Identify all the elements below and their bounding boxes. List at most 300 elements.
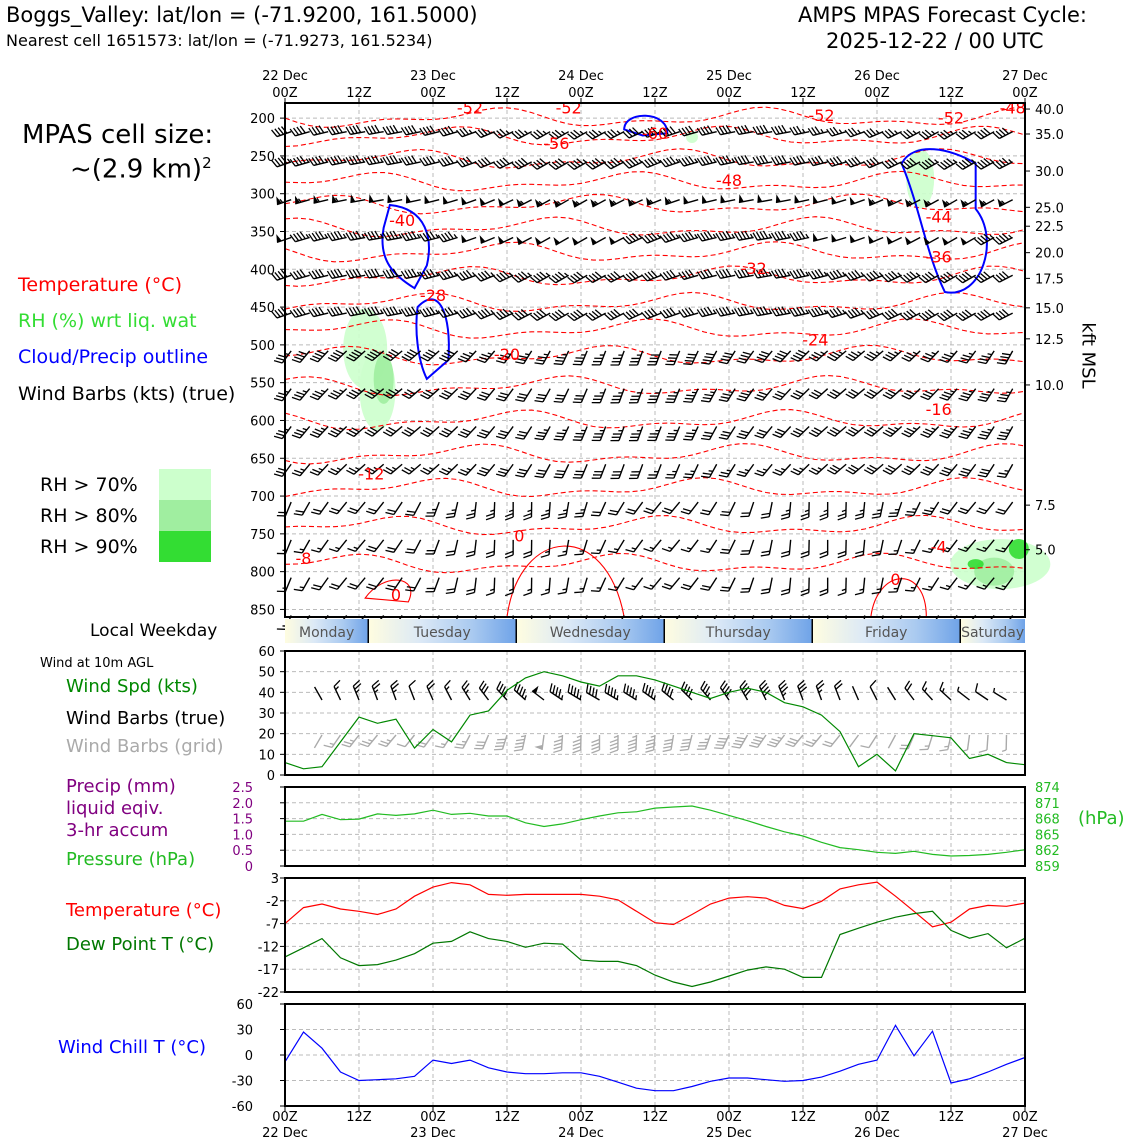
barb-staff: [769, 578, 772, 593]
barb-staff: [909, 464, 920, 474]
temperature-contour-label: -48: [715, 171, 743, 191]
barb-full: [454, 744, 462, 750]
barb-full: [761, 553, 769, 558]
wind-barb: [366, 535, 383, 554]
wind-barb: [309, 230, 328, 242]
wind-barb: [720, 574, 735, 594]
wind-barb: [629, 462, 643, 482]
wind-barb: [997, 423, 1013, 443]
barb-staff: [409, 686, 414, 700]
wind-barb: [573, 735, 581, 753]
barb-staff: [780, 389, 790, 400]
wind-barb: [888, 687, 896, 700]
wind-barb: [311, 573, 328, 592]
x-tick-label-bottom-hour: 00Z: [1012, 1110, 1038, 1125]
barb-half: [992, 688, 995, 692]
wind-barb: [457, 124, 477, 138]
wind-barb: [644, 497, 662, 516]
wind-barb: [683, 423, 698, 443]
barb-full: [573, 475, 582, 481]
x-tick-label-bottom-day: 27 Dec: [1002, 1126, 1048, 1140]
barb-staff: [670, 540, 680, 552]
barb-staff: [670, 578, 680, 590]
barb-full: [820, 555, 828, 558]
barb-full: [591, 512, 600, 518]
pressure-panel-frame: [285, 787, 1025, 866]
barb-staff: [863, 578, 864, 593]
barb-flag: [459, 196, 466, 205]
wind-barb: [772, 124, 791, 135]
wind-barb: [978, 384, 994, 403]
barb-full: [855, 551, 863, 555]
barb-staff: [914, 540, 921, 553]
y-tick-label-pressure: 874: [1035, 781, 1060, 796]
wind-barb: [512, 155, 532, 170]
hpa-label: (hPa): [1078, 808, 1125, 829]
y-tick-label-precip: 2.0: [232, 796, 253, 812]
wind-barb: [864, 345, 883, 363]
y-tick-label-hpa: 500: [250, 338, 275, 354]
wind-barb: [512, 125, 532, 140]
wind-barb: [853, 686, 859, 700]
wind-barb: [902, 458, 921, 476]
barb-staff: [356, 502, 366, 513]
wind-barb: [641, 230, 661, 244]
wind-barb: [772, 154, 791, 165]
wind-barb: [772, 305, 791, 316]
barb-full: [683, 361, 692, 367]
wind-barb: [347, 573, 365, 592]
cell-size-text: ~(2.9 km): [70, 154, 203, 185]
x-tick-label-top-day: 26 Dec: [854, 69, 900, 84]
wind-barb: [845, 124, 865, 138]
wind-barb: [975, 230, 995, 246]
wind-barb: [827, 305, 847, 318]
wind-barb: [309, 268, 328, 280]
wind-barb: [820, 502, 828, 520]
barb-full: [541, 513, 549, 517]
wind-barb: [679, 230, 699, 243]
barb-staff: [888, 735, 895, 748]
wind-barb: [591, 537, 606, 557]
barb-staff: [872, 464, 883, 474]
temperature-contour-label: -56: [543, 134, 570, 154]
barb-staff: [454, 578, 457, 593]
wind-barb: [846, 345, 865, 363]
barb-staff: [616, 540, 624, 553]
wind-barb: [383, 458, 402, 476]
wind-barb: [801, 577, 809, 595]
barb-full: [610, 438, 619, 444]
barb-full: [663, 745, 671, 749]
barb-flag: [774, 194, 780, 203]
y-tick-label-precip: 0.5: [232, 844, 253, 860]
wind-barb: [610, 348, 624, 368]
barb-staff: [414, 578, 421, 591]
barb-full: [591, 588, 600, 594]
wind-barb: [385, 535, 402, 554]
barb-full: [781, 513, 789, 517]
legend-wind-barbs: Wind Barbs (kts) (true): [18, 383, 236, 405]
wind-barb: [997, 385, 1013, 405]
wind-barb: [425, 537, 439, 557]
wind-barb: [623, 124, 643, 139]
wind-barb: [558, 576, 569, 595]
wind-barb: [809, 383, 828, 401]
barb-full: [573, 362, 582, 368]
barb-staff: [709, 502, 717, 515]
wind-barb: [402, 383, 421, 401]
barb-flag: [534, 744, 543, 750]
wind-barb: [420, 383, 439, 401]
wind-barb: [515, 384, 531, 403]
y-tick-label-kft: 17.5: [1035, 272, 1064, 288]
barb-staff: [729, 578, 736, 591]
barb-staff: [928, 426, 938, 437]
wind-barb: [586, 306, 606, 322]
barb-staff: [583, 578, 587, 592]
dewpoint-label: Dew Point T (°C): [66, 934, 215, 955]
barb-staff: [337, 502, 346, 514]
x-tick-label-bottom-hour: 00Z: [568, 1110, 594, 1125]
wind-barb: [466, 501, 476, 520]
wind-barb: [755, 421, 773, 440]
y-tick-label-wind: 60: [258, 645, 275, 660]
wind-barb: [939, 346, 957, 365]
barb-full: [838, 517, 846, 520]
wind-barb: [541, 501, 550, 520]
wind-barb: [311, 497, 328, 516]
barb-staff: [599, 578, 605, 592]
y-tick-label-precip: 2.5: [232, 781, 253, 796]
y-tick-label-kft: 10.0: [1035, 378, 1064, 394]
wind-barb: [700, 573, 716, 592]
wind-barb: [478, 230, 495, 243]
weekday-name: Saturday: [961, 625, 1025, 641]
wind-barb: [610, 424, 624, 444]
wind-barb: [808, 124, 827, 136]
wind-barb: [604, 155, 624, 170]
barb-staff: [749, 502, 754, 516]
barb-full: [973, 683, 980, 691]
wind-barb: [641, 154, 661, 168]
wind-barb: [838, 540, 846, 558]
barb-staff: [356, 578, 366, 589]
barb-staff: [709, 578, 717, 591]
wind-barb: [568, 306, 588, 322]
y-tick-label-kft: 40.0: [1035, 103, 1064, 119]
wind-barb: [505, 502, 513, 520]
wind-barb: [845, 268, 865, 282]
wind-barb: [602, 684, 622, 700]
y-tick-label-wind: 40: [258, 686, 275, 702]
barb-full: [558, 515, 566, 519]
wind-barb: [979, 734, 988, 752]
wind-barb: [863, 155, 883, 169]
barb-full: [939, 748, 947, 753]
barb-staff: [447, 389, 458, 399]
barb-staff: [462, 687, 470, 700]
wind-barb: [801, 540, 809, 558]
barb-full: [446, 515, 454, 520]
y-tick-label-windchill: 0: [244, 1049, 253, 1064]
wind-barb: [959, 422, 976, 441]
wind-barb: [505, 540, 513, 558]
wind-barb: [329, 573, 347, 592]
barb-full: [855, 592, 863, 596]
barb-full: [720, 588, 729, 594]
wind-barb: [604, 125, 624, 140]
wind-barb: [623, 230, 643, 245]
barb-flag: [682, 195, 689, 204]
wind-barb: [420, 154, 439, 166]
wind-barb: [697, 732, 711, 752]
wind-barb: [371, 680, 385, 700]
barb-staff: [928, 735, 933, 749]
x-tick-label-bottom-day: 24 Dec: [558, 1126, 604, 1140]
wind-barb: [314, 735, 322, 748]
barb-staff: [318, 351, 328, 362]
barb-full: [838, 592, 846, 595]
temperature-contour-label: -52: [808, 106, 835, 126]
barb-staff: [670, 502, 680, 514]
wind-barb: [888, 735, 895, 748]
wind-barb: [533, 193, 550, 207]
barb-flag: [811, 194, 818, 203]
barb-full: [591, 739, 599, 742]
wind-barb: [446, 500, 458, 519]
wind-barb: [458, 421, 476, 440]
barb-full: [820, 593, 828, 596]
barb-staff: [319, 578, 328, 590]
wind-barb: [420, 345, 439, 363]
barb-full: [554, 742, 562, 746]
wind-barb: [809, 458, 828, 476]
barb-staff: [976, 692, 988, 700]
wind-barb: [558, 501, 569, 520]
wind-barb: [791, 383, 809, 401]
barb-full: [505, 514, 513, 517]
wind-barb: [993, 125, 1013, 140]
barb-full: [446, 590, 454, 595]
y-tick-label-precip: 1.0: [232, 828, 253, 844]
temperature-contour-label: -24: [802, 330, 829, 350]
y-tick-label-kft: 5.0: [1035, 543, 1056, 559]
wind10m-label: Wind at 10m AGL: [40, 656, 154, 671]
wind-barb: [866, 230, 883, 243]
x-tick-label-top-day: 23 Dec: [410, 69, 456, 84]
barb-flag: [349, 194, 355, 203]
wind-barb: [785, 730, 803, 749]
wind-barb: [573, 423, 587, 443]
wind-barb: [846, 420, 865, 438]
wind-barb: [402, 420, 421, 438]
barb-full: [447, 549, 455, 554]
barb-full: [979, 749, 987, 753]
y-tick-label-hpa: 300: [250, 187, 275, 203]
y-tick-label-hpa: 400: [250, 263, 275, 279]
wind-barb: [496, 230, 513, 244]
barb-staff: [356, 540, 366, 551]
wind-barb: [663, 734, 674, 753]
barb-staff: [689, 540, 698, 552]
barb-full: [515, 741, 523, 746]
barb-full: [408, 680, 417, 686]
wind-barb: [665, 386, 679, 406]
legend-rh70: RH > 70%: [40, 474, 138, 496]
barb-staff: [428, 426, 439, 436]
temperature-contour-label: -12: [358, 464, 385, 484]
barb-staff: [780, 426, 790, 437]
wind-barb: [366, 497, 383, 516]
wind-barb: [397, 730, 415, 749]
barb-staff: [616, 502, 624, 515]
barb-staff: [689, 502, 698, 514]
barb-full: [554, 437, 563, 443]
temperature-contour: [285, 478, 1025, 497]
wind-barb: [864, 420, 883, 438]
wind-barb: [352, 680, 366, 700]
y-tick-label-kft: 25.0: [1035, 201, 1064, 217]
barb-full: [554, 746, 562, 750]
wind-barb: [475, 268, 495, 282]
wind-barb: [922, 498, 938, 517]
barb-staff: [729, 540, 736, 553]
wind-barb: [978, 347, 994, 366]
wind-barb: [604, 268, 624, 283]
barb-full: [516, 738, 524, 743]
barb-full: [781, 554, 789, 558]
wind-barb: [541, 577, 550, 596]
barb-full: [610, 362, 619, 368]
wind-barb: [647, 348, 661, 368]
y-tick-label-hpa: 350: [250, 225, 275, 241]
wind-barb: [938, 155, 958, 171]
temperature-contour-label: -52: [456, 98, 484, 118]
barb-staff: [749, 540, 754, 554]
wind-barb: [773, 421, 791, 440]
wind-barb: [333, 680, 348, 700]
wind-barb: [855, 501, 865, 520]
barb-full: [592, 438, 601, 444]
y-tick-label-precip: 1.5: [232, 812, 253, 828]
wind-barb: [716, 305, 735, 316]
wind-barb: [531, 155, 551, 171]
wind-barb: [439, 459, 457, 477]
title-left: Boggs_Valley: lat/lon = (-71.9200, 161.5000): [6, 3, 478, 27]
wind-barb: [608, 498, 624, 518]
wind-barb: [855, 577, 865, 596]
barb-full: [781, 551, 789, 555]
barb-full: [277, 626, 286, 632]
barb-full: [610, 750, 618, 753]
barb-full: [628, 746, 636, 749]
wind-barb: [920, 383, 938, 402]
barb-full: [888, 589, 897, 594]
y-tick-label-kft: 22.5: [1035, 220, 1064, 236]
x-tick-label-top-hour: 00Z: [568, 86, 594, 101]
barb-staff: [474, 540, 476, 555]
temperature-contour-label: -40: [389, 211, 416, 231]
barb-staff: [394, 502, 402, 514]
wind-barb: [701, 423, 717, 443]
temperature-contour-label: -8: [295, 549, 312, 569]
barb-full: [855, 513, 863, 517]
barb-full: [646, 746, 654, 750]
x-tick-label-bottom-hour: 12Z: [790, 1110, 816, 1125]
wind-barb: [523, 578, 531, 596]
wind-barb: [420, 458, 439, 476]
legend-rh80: RH > 80%: [40, 505, 138, 527]
cloud-outline: [382, 116, 986, 379]
wind-barb: [940, 573, 957, 592]
barb-staff: [780, 464, 790, 475]
wind-barb: [863, 268, 883, 282]
wind-barb: [822, 730, 840, 749]
barb-flag: [700, 194, 707, 203]
cell-size-label: MPAS cell size:: [22, 120, 214, 150]
barb-full: [872, 515, 880, 520]
wind-barb: [552, 231, 569, 245]
barb-full: [573, 750, 581, 753]
wind-barb: [996, 497, 1013, 516]
wind-barb: [505, 578, 513, 596]
wind-barb: [838, 577, 846, 595]
wind-barb: [804, 730, 822, 749]
wind-barb: [477, 346, 495, 365]
barb-staff: [337, 540, 346, 552]
wind-barb: [586, 125, 606, 141]
wind-barb: [443, 680, 458, 700]
y-tick-label-hpa: 850: [250, 603, 275, 619]
axes: [232, 69, 1064, 1140]
barb-staff: [769, 540, 772, 555]
barb-full: [591, 746, 599, 749]
temperature-contour-label: -48: [999, 98, 1026, 118]
wind-barb: [342, 730, 359, 749]
barb-staff: [386, 735, 396, 746]
wind-barb: [827, 268, 847, 281]
barb-staff: [948, 464, 958, 475]
legend-rh90: RH > 90%: [40, 536, 138, 558]
barb-staff: [454, 540, 457, 555]
wind-barb: [486, 577, 495, 595]
barb-half: [821, 351, 825, 355]
barb-half: [565, 272, 568, 276]
wind-barb: [735, 124, 754, 135]
barb-staff: [888, 687, 896, 700]
wind-barb: [405, 498, 420, 518]
wind-barb: [996, 193, 1013, 207]
y-tick-label-hpa: 550: [250, 376, 275, 392]
precip-label-2: liquid eqiv.: [66, 798, 164, 819]
wind-barb: [1002, 735, 1006, 752]
barb-full: [446, 553, 454, 558]
barb-staff: [789, 578, 790, 593]
barb-full: [333, 680, 342, 686]
wind-barb: [385, 498, 402, 517]
barb-full: [447, 511, 455, 516]
barb-full: [683, 437, 692, 443]
wind-barb: [939, 459, 957, 478]
wind-barb: [815, 680, 829, 700]
y-tick-label-hpa: 200: [250, 112, 275, 128]
barb-full: [665, 399, 674, 405]
wind-barb: [963, 734, 969, 751]
barb-full: [554, 474, 563, 480]
barb-staff: [434, 578, 439, 592]
barb-full: [523, 513, 531, 516]
